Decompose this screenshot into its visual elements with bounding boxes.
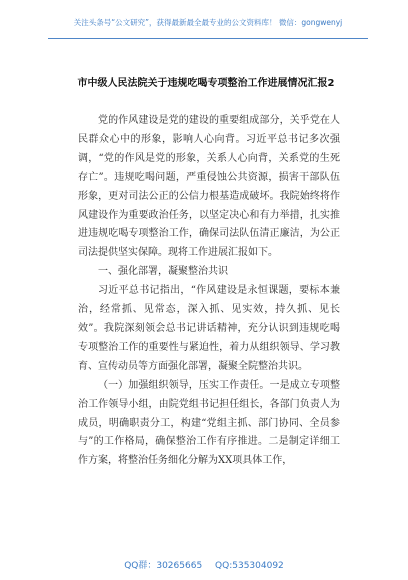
header-note: 关注头条号“公文研究”，获得最新最全最专业的公文资料库！ 微信：gongwenyj bbox=[73, 18, 343, 27]
paragraph-intro: 党的作风建设是党的建设的重要组成部分，关乎党在人民群众心中的形象，影响人心向背。习近平总书记多次强调，“党的作风是党的形象，关系人心向背，关系党的生死存亡”。违规吃喝问题，严重侵蚀公共资源，损害干部队伍形象，更对司法公正的公信力根基造成破坏。我院始终将作风建设作为重要政治任务，以坚定决心和有力举措，扎实推进违规吃喝专项整治工作，确保司法队伍清正廉洁，为公正司法提供坚实保障。现将工作进展汇报如下。 bbox=[78, 115, 340, 259]
paragraph-subsection-1: （一）加强组织领导，压实工作责任。一是成立专项整治工作领导小组，由院党组书记担任组长，各部门负责人为成员，明确职责分工，构建“党组主抓、部门协同、全员参与”的工作格局，确保整治工作有序推进。二是制定详细工作方案，将整治任务细化分解为XX项具体工作， bbox=[78, 379, 340, 467]
document-title: 市中级人民法院关于违规吃喝专项整治工作进展情况汇报2 bbox=[77, 78, 335, 89]
section-heading: 一、强化部署，凝聚整治共识 bbox=[98, 266, 228, 278]
paragraph-section-1: 习近平总书记指出，“作风建设是永恒课题，要标本兼治，经常抓、见常态，深入抓、见实效，持久抓、见长效”。我院深刻领会总书记讲话精神，充分认识到违规吃喝专项整治工作的重要性与紧迫性，着力从组织领导、学习教育、宣传动员等方面强化部署，凝聚全院整治共识。 bbox=[78, 285, 340, 372]
footer-contact bbox=[0, 558, 408, 571]
footer-qq: QQ:535304092 bbox=[215, 561, 284, 571]
document-body bbox=[78, 112, 340, 471]
header-divider bbox=[48, 38, 368, 39]
footer-qq-group: QQ群：30265665 bbox=[124, 561, 203, 571]
